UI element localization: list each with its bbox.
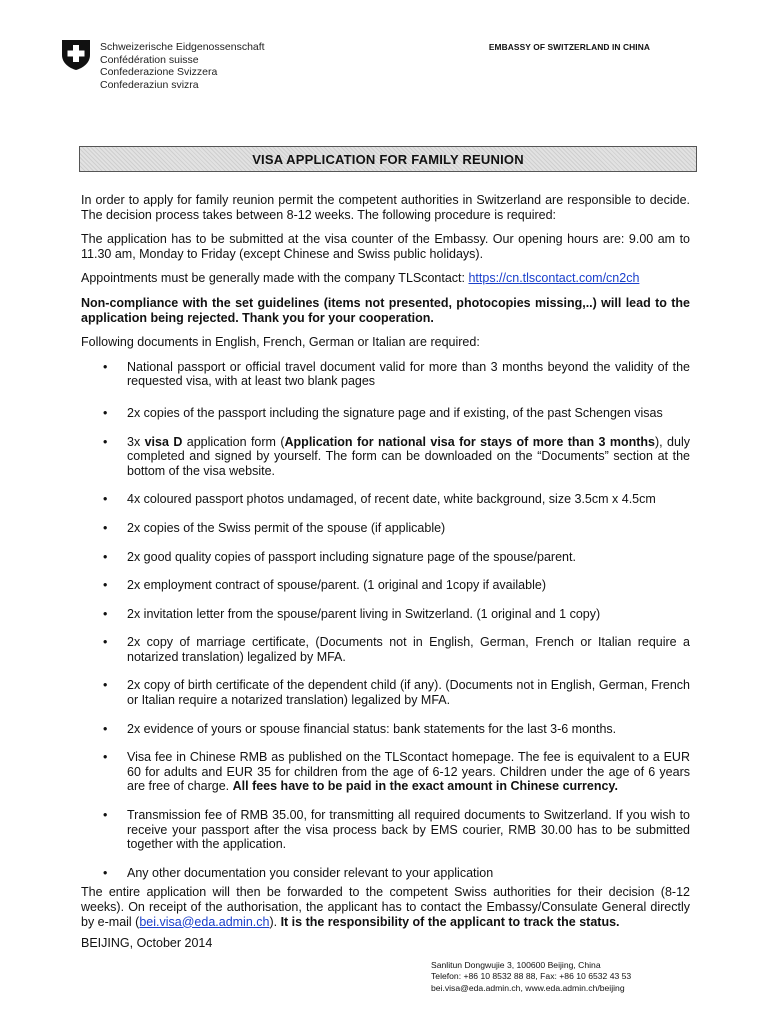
bullet-icon: • — [103, 578, 108, 593]
documents-intro: Following documents in English, French, German or Italian are required: — [81, 335, 480, 350]
bullet-icon: • — [103, 678, 108, 693]
list-item: • 2x evidence of yours or spouse financial status: bank statements for the last 3-6 months. — [103, 721, 617, 736]
list-item: • National passport or official travel document valid for more than 3 months beyond the validity of the requested visa, with at least two blank pages — [103, 359, 690, 389]
submission-paragraph: The application has to be submitted at the visa counter of the Embassy. Our opening hours are: 9.00 am to 11.30 am, Monday to Friday (except Chinese and Swiss public holidays). — [81, 232, 690, 261]
page-title: VISA APPLICATION FOR FAMILY REUNION — [252, 151, 524, 167]
footer-web: bei.visa@eda.admin.ch, www.eda.admin.ch/beijing — [431, 982, 625, 993]
tlscontact-link[interactable]: https://cn.tlscontact.com/cn2ch — [468, 271, 640, 286]
confederation-de: Schweizerische Eidgenossenschaft — [100, 41, 265, 53]
list-item: • 2x copy of birth certificate of the dependent child (if any). (Documents not in English, German, French or Italian require a notarized translation) legalized by MFA. — [103, 678, 690, 708]
confederation-it: Confederazione Svizzera — [100, 66, 218, 79]
bullet-icon: • — [103, 721, 108, 736]
confederation-fr: Confédération suisse — [100, 53, 199, 66]
warning-paragraph — [81, 296, 690, 325]
bullet-icon: • — [103, 635, 108, 650]
bullet-icon: • — [103, 865, 108, 880]
bullet-icon: • — [103, 359, 108, 374]
list-item: • 3x visa D application form (Application for national visa for stays of more than 3 months), duly completed and signed by yourself. The form can be downloaded on the “Documents” section at the bottom of the visa website. — [103, 434, 690, 478]
bullet-icon: • — [103, 520, 108, 535]
list-item: • Visa fee in Chinese RMB as published on the TLScontact homepage. The fee is equivalent to a EUR 60 for adults and EUR 35 for children from the age of 6-12 years. Children under the age of 6 years are free of charge. All fees have to be paid in the exact amount in Chinese currency. — [103, 750, 690, 794]
page-title-box — [79, 146, 697, 172]
bullet-icon: • — [103, 750, 108, 765]
list-item: • 2x employment contract of spouse/parent. (1 original and 1copy if available) — [103, 578, 546, 593]
embassy-name: EMBASSY OF SWITZERLAND IN CHINA — [488, 42, 650, 52]
appointment-text: Appointments must be generally made with the company TLScontact: — [81, 271, 469, 286]
list-item: • 2x copy of marriage certificate, (Documents not in English, German, French or Italian require a notarized translation) legalized by MFA. — [103, 635, 690, 664]
bullet-icon: • — [103, 405, 108, 420]
document-body — [81, 193, 690, 961]
closing-bold: It is the responsibility of the applicant to track the status. — [280, 914, 620, 929]
warning-text: Non-compliance with the set guidelines (items not presented, photocopies missing,..) will lead to the application being rejected. Thank you for your cooperation. — [81, 295, 690, 325]
list-item: • Any other documentation you consider relevant to your application — [103, 865, 494, 880]
footer-street: Sanlitun Dongwujie 3, 100600 Beijing, China — [431, 960, 601, 970]
list-item: • 2x copies of the passport including the signature page and if existing, of the past Schengen visas — [103, 405, 663, 420]
bullet-icon: • — [103, 492, 108, 507]
bullet-icon: • — [103, 549, 108, 564]
list-item: • 2x copies of the Swiss permit of the spouse (if applicable) — [103, 520, 446, 535]
closing-paragraph: The entire application will then be forwarded to the competent Swiss authorities for their decision (8-12 weeks). On receipt of the authorisation, the applicant has to contact the Embassy/Consulate General directly by e-mail (bei.visa@eda.admin.ch). It is the responsibility of the applicant to track the status. — [81, 885, 690, 929]
footer-address — [431, 960, 631, 994]
footer-phone: Telefon: +86 10 8532 88 88, Fax: +86 10 6532 43 53 — [431, 971, 632, 982]
intro-paragraph: In order to apply for family reunion permit the competent authorities in Switzerland are responsible to decide. The decision process takes between 8-12 weeks. The following procedure is required: — [81, 193, 690, 222]
documents-list — [81, 360, 690, 881]
date-line: BEIJING, October 2014 — [81, 936, 213, 951]
bullet-icon: • — [103, 606, 108, 621]
list-item: • 2x good quality copies of passport including signature page of the spouse/parent. — [103, 549, 576, 564]
list-item: • 2x invitation letter from the spouse/parent living in Switzerland. (1 original and 1 copy) — [103, 606, 601, 621]
swiss-coat-of-arms-icon — [61, 39, 91, 71]
confederation-rm: Confederaziun svizra — [100, 78, 199, 91]
list-item: • 4x coloured passport photos undamaged, of recent date, white background, size 3.5cm x 4.5cm — [103, 492, 656, 507]
confederation-names — [100, 41, 265, 91]
bullet-icon: • — [103, 808, 108, 823]
list-item: • Transmission fee of RMB 35.00, for transmitting all required documents to Switzerland. If you wish to receive your passport after the visa process back by EMS courier, RMB 30.00 has to be submitted together with the application. — [103, 808, 690, 852]
visa-email-link[interactable]: bei.visa@eda.admin.ch — [139, 914, 270, 929]
appointment-paragraph — [81, 271, 690, 286]
bullet-icon: • — [103, 434, 108, 449]
